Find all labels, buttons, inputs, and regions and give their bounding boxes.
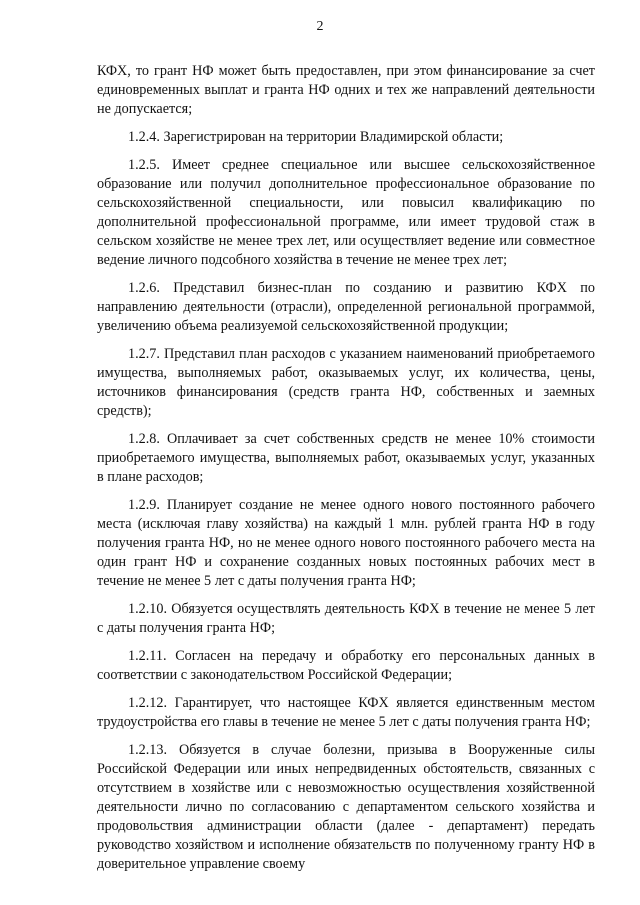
paragraph-1-2-5: 1.2.5. Имеет среднее специальное или высшее сельскохозяйственное образование или получил дополнительное профессиональное образование по сельскохозяйственной специальности, или повысил квалификацию по дополнительной профессиональной программе, или имеет трудовой стаж в сельском хозяйстве не менее трех лет, или осуществляет ведение или совместное ведение личного подсобного хозяйства в течение не менее трех лет; <box>97 157 595 268</box>
page-number: 2 <box>316 19 324 34</box>
paragraph-1-2-11: 1.2.11. Согласен на передачу и обработку его персональных данных в соответствии с законодательством Российской Федерации; <box>97 648 595 683</box>
paragraph-1-2-12: 1.2.12. Гарантирует, что настоящее КФХ является единственным местом трудоустройства его главы в течение не менее 5 лет с даты получения гранта НФ; <box>97 695 595 730</box>
paragraph-continuation: КФХ, то грант НФ может быть предоставлен, при этом финансирование за счет единовременных выплат и гранта НФ одних и тех же направлений деятельности не допускается; <box>97 63 595 117</box>
paragraph-1-2-7: 1.2.7. Представил план расходов с указанием наименований приобретаемого имущества, выполняемых работ, оказываемых услуг, их количества, цены, источников финансирования (средств гранта НФ, собственных и заемных средств); <box>97 346 595 419</box>
paragraph-1-2-13: 1.2.13. Обязуется в случае болезни, призыва в Вооруженные силы Российской Федерации или иных непредвиденных обстоятельств, связанных с отсутствием в хозяйстве или с невозможностью осуществления хозяйственной деятельности лично по согласованию с департаментом сельского хозяйства и продовольствия администрации области (далее - департамент) передать руководство хозяйством и исполнение обязательств по полученному гранту НФ в доверительное управление своему <box>97 742 595 872</box>
paragraph-1-2-9: 1.2.9. Планирует создание не менее одного нового постоянного рабочего места (исключая главу хозяйства) на каждый 1 млн. рублей гранта НФ в году получения гранта НФ, но не менее одного нового постоянного рабочего места на один грант НФ и сохранение созданных новых постоянных рабочих мест в течение не менее 5 лет с даты получения гранта НФ; <box>97 497 595 589</box>
paragraph-1-2-8: 1.2.8. Оплачивает за счет собственных средств не менее 10% стоимости приобретаемого имущества, выполняемых работ, оказываемых услуг, указанных в плане расходов; <box>97 431 595 485</box>
paragraph-1-2-10: 1.2.10. Обязуется осуществлять деятельность КФХ в течение не менее 5 лет с даты получения гранта НФ; <box>97 601 595 636</box>
paragraph-1-2-6: 1.2.6. Представил бизнес-план по созданию и развитию КФХ по направлению деятельности (отрасли), определенной региональной программой, увеличению объема реализуемой сельскохозяйственной продукции; <box>97 280 595 334</box>
paragraph-1-2-4: 1.2.4. Зарегистрирован на территории Владимирской области; <box>128 129 504 145</box>
document-body <box>97 62 595 883</box>
